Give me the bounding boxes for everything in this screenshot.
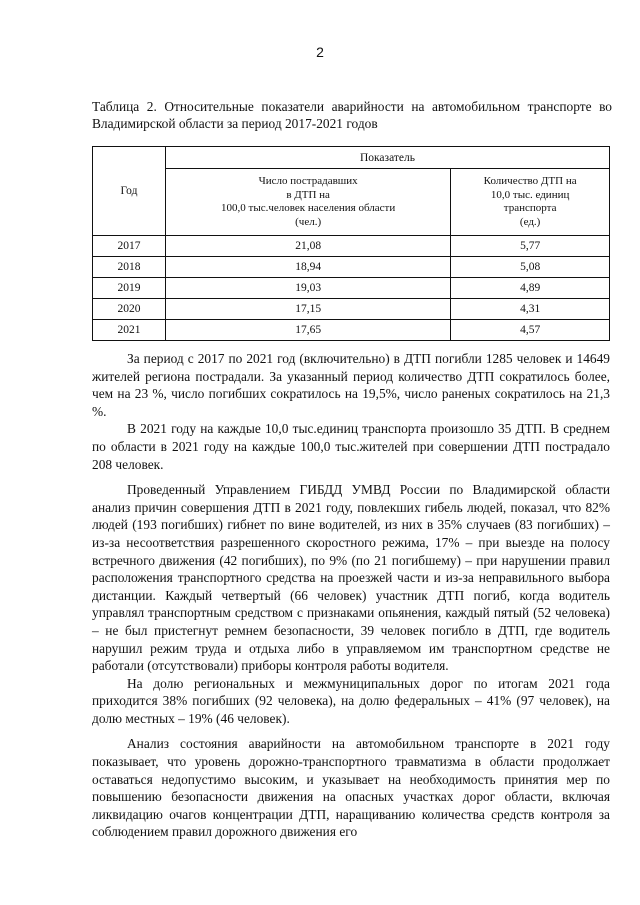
table-row [93, 299, 610, 320]
table-row [93, 236, 610, 257]
paragraph: Проведенный Управлением ГИБДД УМВД России по Владимирской области анализ причин совершения ДТП в 2021 году, повлекших гибель людей, показал, что 82% людей (193 погибших) гибнет по вине водителей, из них в 35% случаев (83 погибших) – из-за несоответствия разрешенного скоростного режима, 17% – при выезде на полосу встречного движения (42 погибших), по 9% (по 21 погибшему) – при нарушении правил расположения транспортного средства на проезжей части и из-за неправильного выбора дистанции. Каждый четвертый (66 человек) участник ДТП погиб, когда водитель управлял транспортным средством с признаками опьянения, каждый пятый (52 человека) – не был пристегнут ремнем безопасности, 39 человек погибло в ДТП, где водитель нарушил режим труда и отдыха либо в управляемом им транспортном средстве не работали (отсутствовали) приборы контроля работы водителя. [92, 482, 610, 674]
accidents-cell: 4,57 [451, 320, 610, 341]
year-cell: 2017 [93, 236, 166, 257]
indicator-group-header: Показатель [166, 147, 610, 169]
table-row [93, 257, 610, 278]
accidents-cell: 5,08 [451, 257, 610, 278]
year-cell: 2019 [93, 278, 166, 299]
paragraph: Анализ состояния аварийности на автомобильном транспорте в 2021 году показывает, что уровень дорожно-транспортного травматизма в области продолжает оставаться недопустимо высоким, и указывает на необходимость принятия мер по повышению безопасности движения на опасных участках дорог области, включая ликвидацию очагов концентрации ДТП, наращиванию количества средств контроля за соблюдением правил дорожного движения его [92, 736, 610, 840]
paragraph: За период с 2017 по 2021 год (включительно) в ДТП погибли 1285 человек и 14649 жителей региона пострадали. За указанный период количество ДТП сократилось более, чем на 23 %, число погибших сократилось на 19,5%, число раненых сократилось на 21,3 %. [92, 351, 610, 419]
accident-rate-table [92, 146, 610, 341]
table-row [93, 278, 610, 299]
paragraph: В 2021 году на каждые 10,0 тыс.единиц транспорта произошло 35 ДТП. В среднем по области в 2021 году на каждые 100,0 тыс.жителей при совершении ДТП пострадало 208 человек. [92, 421, 610, 472]
victims-column-header: Число пострадавших в ДТП на 100,0 тыс.человек населения области (чел.) [166, 169, 451, 236]
year-cell: 2018 [93, 257, 166, 278]
table-row [93, 320, 610, 341]
accidents-cell: 5,77 [451, 236, 610, 257]
table-caption: Таблица 2. Относительные показатели аварийности на автомобильном транспорте во Владимирской области за период 2017-2021 годов [92, 99, 612, 131]
body-text [92, 350, 610, 841]
victims-cell: 19,03 [166, 278, 451, 299]
accidents-column-header: Количество ДТП на 10,0 тыс. единиц транспорта (ед.) [451, 169, 610, 236]
accidents-cell: 4,89 [451, 278, 610, 299]
victims-cell: 21,08 [166, 236, 451, 257]
year-header: Год [93, 147, 166, 236]
victims-cell: 17,15 [166, 299, 451, 320]
page-number: 2 [316, 44, 324, 60]
year-cell: 2020 [93, 299, 166, 320]
paragraph: На долю региональных и межмуниципальных дорог по итогам 2021 года приходится 38% погибших (92 человека), на долю федеральных – 41% (97 человек), на долю местных – 19% (46 человек). [92, 675, 610, 726]
year-cell: 2021 [93, 320, 166, 341]
accidents-cell: 4,31 [451, 299, 610, 320]
victims-cell: 18,94 [166, 257, 451, 278]
victims-cell: 17,65 [166, 320, 451, 341]
